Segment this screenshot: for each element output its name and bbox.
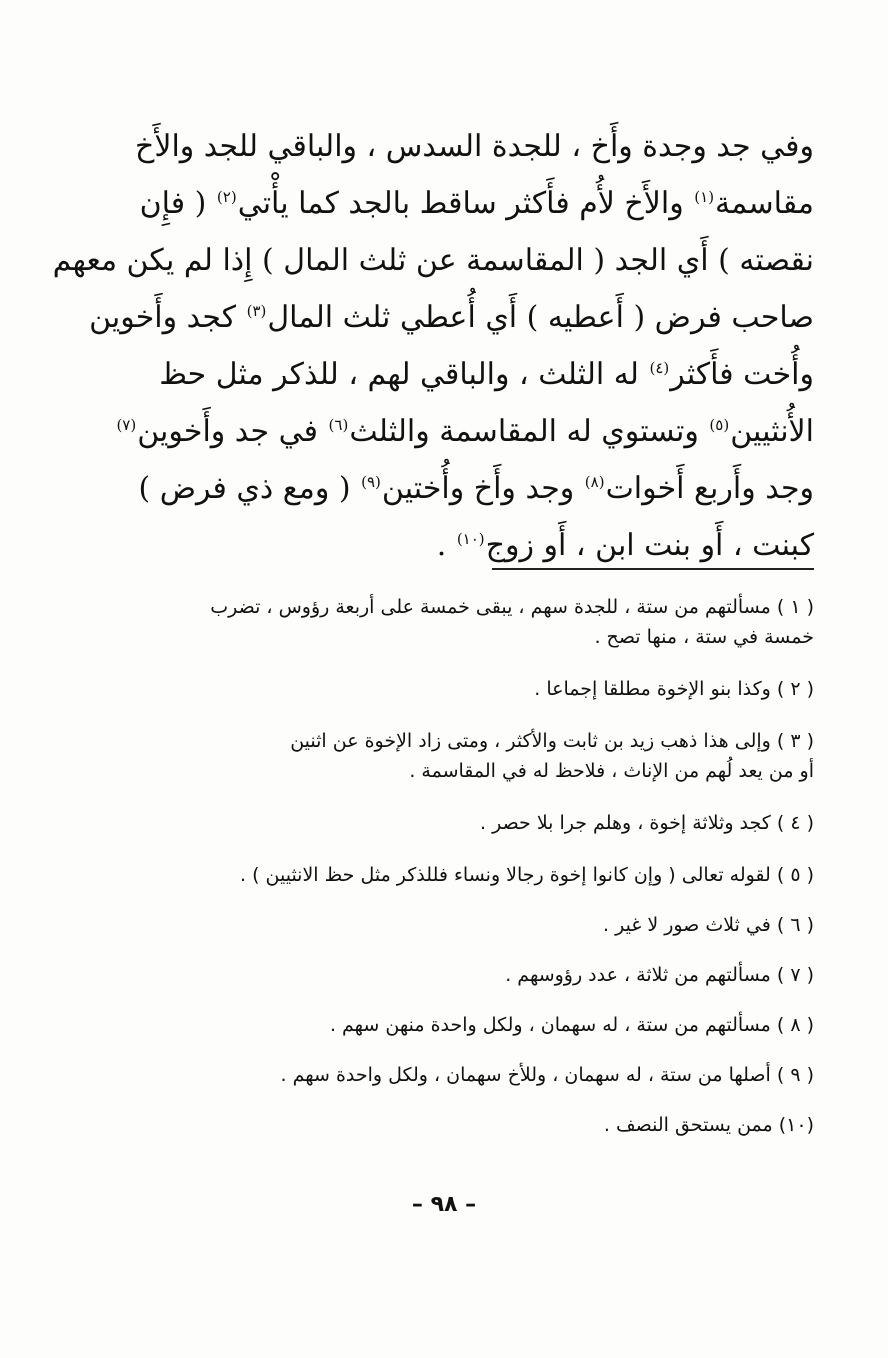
main-line-4-text: صاحب فرض ( أَعطيه ) أَي أُعطي ثلث المال bbox=[267, 300, 814, 335]
main-line-3 bbox=[52, 232, 814, 289]
main-line-6-text: الأُنثيين bbox=[730, 414, 814, 449]
footnote-5-line-1: ( ٥ ) لقوله تعالى ( وإن كانوا إخوة رجالا ونساء فللذكر مثل حظ الانثيين ) . bbox=[239, 864, 814, 886]
footnote-2 bbox=[78, 674, 814, 704]
footnote-ref-2[interactable]: (٢) bbox=[216, 188, 237, 206]
footnote-7-line-1: ( ٧ ) مسألتهم من ثلاثة ، عدد رؤوسهم . bbox=[505, 964, 814, 986]
footnote-ref-7[interactable]: (٧) bbox=[116, 416, 137, 434]
main-line-8-tail: . bbox=[436, 528, 456, 563]
main-line-2-mid: والأَخ لأُم فأَكثر ساقط بالجد كما يأْتي bbox=[237, 186, 694, 221]
footnote-5 bbox=[78, 860, 814, 890]
footnote-ref-6[interactable]: (٦) bbox=[328, 416, 349, 434]
footnote-3-line-2: أو من يعد لُهم من الإناث ، فلاحظ له في المقاسمة . bbox=[409, 760, 814, 782]
footnote-1-line-2: خمسة في ستة ، منها تصح . bbox=[594, 626, 814, 648]
footnote-ref-1[interactable]: (١) bbox=[694, 188, 715, 206]
footnote-separator bbox=[492, 568, 814, 570]
page-number: – ٩٨ – bbox=[411, 1192, 477, 1217]
main-line-7-mid: وجد وأَخ وأُختين bbox=[381, 471, 584, 506]
main-line-7 bbox=[78, 460, 814, 517]
main-line-4 bbox=[78, 289, 814, 346]
main-line-7-text: وجد وأَربع أَخوات bbox=[605, 471, 814, 506]
main-line-7-tail: ( ومع ذي فرض ) bbox=[138, 471, 361, 506]
footnote-8-line-1: ( ٨ ) مسألتهم من ستة ، له سهمان ، ولكل واحدة منهن سهم . bbox=[329, 1014, 814, 1036]
main-text-block bbox=[52, 118, 814, 574]
footnote-10 bbox=[78, 1110, 814, 1140]
footnote-6-line-1: ( ٦ ) في ثلاث صور لا غير . bbox=[603, 914, 814, 936]
footnote-1 bbox=[78, 592, 814, 652]
footnote-4-line-1: ( ٤ ) كجد وثلاثة إخوة ، وهلم جرا بلا حصر . bbox=[480, 812, 814, 834]
main-line-1-text: وفي جد وجدة وأَخ ، للجدة السدس ، والباقي للجد والأَخ bbox=[134, 129, 814, 164]
main-line-8 bbox=[78, 517, 814, 574]
footnote-10-line-1: (١٠) ممن يستحق النصف . bbox=[603, 1114, 814, 1136]
main-line-2 bbox=[78, 175, 814, 232]
footnote-ref-10[interactable]: (١٠) bbox=[456, 530, 485, 548]
main-line-2-text: مقاسمة bbox=[715, 186, 814, 221]
main-line-4-tail: كجد وأَخوين bbox=[89, 300, 246, 335]
main-line-5-text: وأُخت فأَكثر bbox=[670, 357, 814, 392]
main-line-1 bbox=[78, 118, 814, 175]
main-line-6-tail: في جد وأَخوين bbox=[137, 414, 328, 449]
footnote-6 bbox=[78, 910, 814, 940]
footnote-9-line-1: ( ٩ ) أصلها من ستة ، له سهمان ، وللأخ سهمان ، ولكل واحدة سهم . bbox=[280, 1064, 814, 1086]
footnote-3-line-1: ( ٣ ) وإلى هذا ذهب زيد بن ثابت والأكثر ، ومتى زاد الإخوة عن اثنين bbox=[290, 730, 814, 752]
main-line-2-tail: ( فإِن bbox=[139, 186, 216, 221]
footnote-8 bbox=[78, 1010, 814, 1040]
main-line-6-mid: وتستوي له المقاسمة والثلث bbox=[349, 414, 709, 449]
main-line-8-text: كبنت ، أَو بنت ابن ، أَو زوج bbox=[485, 528, 814, 563]
footnote-2-line-1: ( ٢ ) وكذا بنو الإخوة مطلقا إجماعا . bbox=[534, 678, 814, 700]
footnote-ref-3[interactable]: (٣) bbox=[246, 302, 267, 320]
main-line-3-text: نقصته ) أَي الجد ( المقاسمة عن ثلث المال ) إِذا لم يكن معهم bbox=[52, 243, 814, 278]
footnote-ref-5[interactable]: (٥) bbox=[709, 416, 730, 434]
footnote-ref-4[interactable]: (٤) bbox=[649, 359, 670, 377]
footnote-7 bbox=[78, 960, 814, 990]
footnote-3 bbox=[78, 726, 814, 786]
footnotes-block bbox=[78, 592, 814, 1140]
footnote-ref-8[interactable]: (٨) bbox=[584, 473, 605, 491]
main-line-5 bbox=[78, 346, 814, 403]
main-line-5-tail: له الثلث ، والباقي لهم ، للذكر مثل حظ bbox=[159, 357, 649, 392]
main-line-6 bbox=[78, 403, 814, 460]
footnote-1-line-1: ( ١ ) مسألتهم من ستة ، للجدة سهم ، يبقى خمسة على أربعة رؤوس ، تضرب bbox=[210, 596, 814, 618]
footnote-9 bbox=[78, 1060, 814, 1090]
footnote-4 bbox=[78, 808, 814, 838]
footnote-ref-9[interactable]: (٩) bbox=[361, 473, 381, 491]
